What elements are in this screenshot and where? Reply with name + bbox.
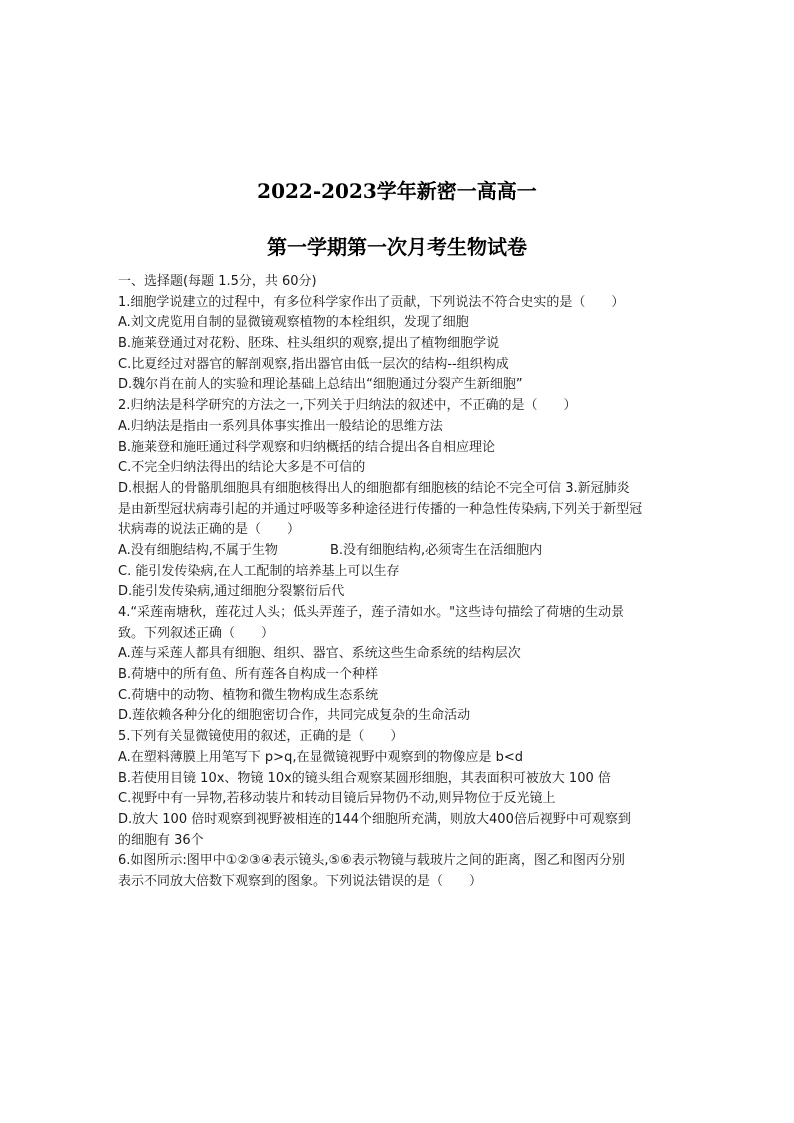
question-1 — [118, 293, 683, 396]
option-b: B.若使用目镜 10x、物镜 10x的镜头组合观察某圆形细胞，其表面积可被放大 100 倍 — [118, 770, 611, 786]
option-b: B.施莱登和施旺通过科学观察和归纳概括的结合提出各自相应理论 — [118, 439, 496, 455]
question-stem-line1: 6.如图所示:图甲中①②③④表示镜头,⑤⑥表示物镜与载玻片之间的距离，图乙和图丙分别 — [118, 853, 625, 869]
question-stem-line1: 4.“采莲南塘秋，莲花过人头；低头弄莲子，莲子清如水。"这些诗句描绘了荷塘的生动景 — [118, 605, 625, 620]
option-c: C.比夏经过对器官的解剖观察,指出器官由低一层次的结构--组织构成 — [118, 356, 509, 372]
option-d-line2: 是由新型冠状病毒引起的并通过呼吸等多种途径进行传播的一种急性传染病,下列关于新型冠 — [118, 501, 643, 517]
option-d-line1: D.放大 100 倍时观察到视野被相连的144个细胞所充满，则放大400倍后视野中可观察到 — [118, 811, 631, 827]
option-b: B.施莱登通过对花粉、胚珠、柱头组织的观察,提出了植物细胞学说 — [118, 336, 500, 352]
question-2 — [118, 396, 683, 541]
option-d: D.能引发传染病,通过细胞分裂繁衍后代 — [118, 584, 345, 600]
exam-title-line1: 2022-2023学年新密一高高一 — [257, 179, 537, 203]
question-3 — [118, 541, 683, 603]
exam-content — [118, 272, 683, 893]
option-a: A.归纳法是指由一系列具体事实推出一般结论的思维方法 — [118, 418, 443, 434]
option-a: A.刘文虎览用自制的显微镜观察植物的本栓组织，发现了细胞 — [118, 315, 469, 331]
options-row-ab — [118, 541, 683, 562]
question-stem-line2: 致。下列叙述正确（ ） — [118, 625, 275, 641]
section-header: 一、选择题(每题 1.5分，共 60分) — [118, 274, 317, 289]
option-a: A.在塑料薄膜上用笔写下 p>q,在显微镜视野中观察到的物像应是 b<d — [118, 749, 523, 765]
question-stem: 2.归纳法是科学研究的方法之一,下列关于归纳法的叙述中，不正确的是（ ） — [118, 398, 577, 414]
question-stem: 1.细胞学说建立的过程中，有多位科学家作出了贡献，下列说法不符合史实的是（ ） — [118, 294, 625, 310]
option-b: B.荷塘中的所有鱼、所有莲各自构成一个种样 — [118, 667, 379, 683]
option-c: C. 能引发传染病,在人工配制的培养基上可以生存 — [118, 563, 400, 579]
question-6 — [118, 851, 683, 892]
option-d-line1: D.根据人的骨骼肌细胞具有细胞核得出人的细胞都有细胞核的结论不完全可信 3.新冠肺炎 — [118, 480, 630, 496]
question-stem-line2: 表示不同放大倍数下观察到的图象。下列说法错误的是（ ） — [118, 873, 483, 889]
option-b: B.没有细胞结构,必须寄生在活细胞内 — [330, 542, 543, 558]
question-4 — [118, 603, 683, 727]
option-a: A.莲与采莲人都具有细胞、组织、器官、系统这些生命系统的结构层次 — [118, 646, 521, 662]
option-d: D.魏尔肖在前人的实验和理论基础上总结出“细胞通过分裂产生新细胞” — [118, 377, 523, 393]
question-5 — [118, 727, 683, 851]
option-c: C.荷塘中的动物、植物和微生物构成生态系统 — [118, 687, 379, 703]
option-a: A.没有细胞结构,不属于生物 — [118, 542, 278, 558]
option-d-line3: 状病毒的说法正确的是（ ） — [118, 522, 301, 538]
option-c: C.不完全归纳法得出的结论大多是不可信的 — [118, 460, 366, 476]
question-stem: 5.下列有关显微镜使用的叙述，正确的是（ ） — [118, 729, 404, 745]
option-c: C.视野中有一异物,若移动装片和转动目镜后异物仍不动,则异物位于反光镜上 — [118, 791, 556, 807]
exam-title-line2: 第一学期第一次月考生物试卷 — [267, 235, 527, 259]
option-d: D.莲依赖各种分化的细胞密切合作，共同完成复杂的生命活动 — [118, 708, 471, 724]
option-d-line2: 的细胞有 36个 — [118, 832, 204, 848]
